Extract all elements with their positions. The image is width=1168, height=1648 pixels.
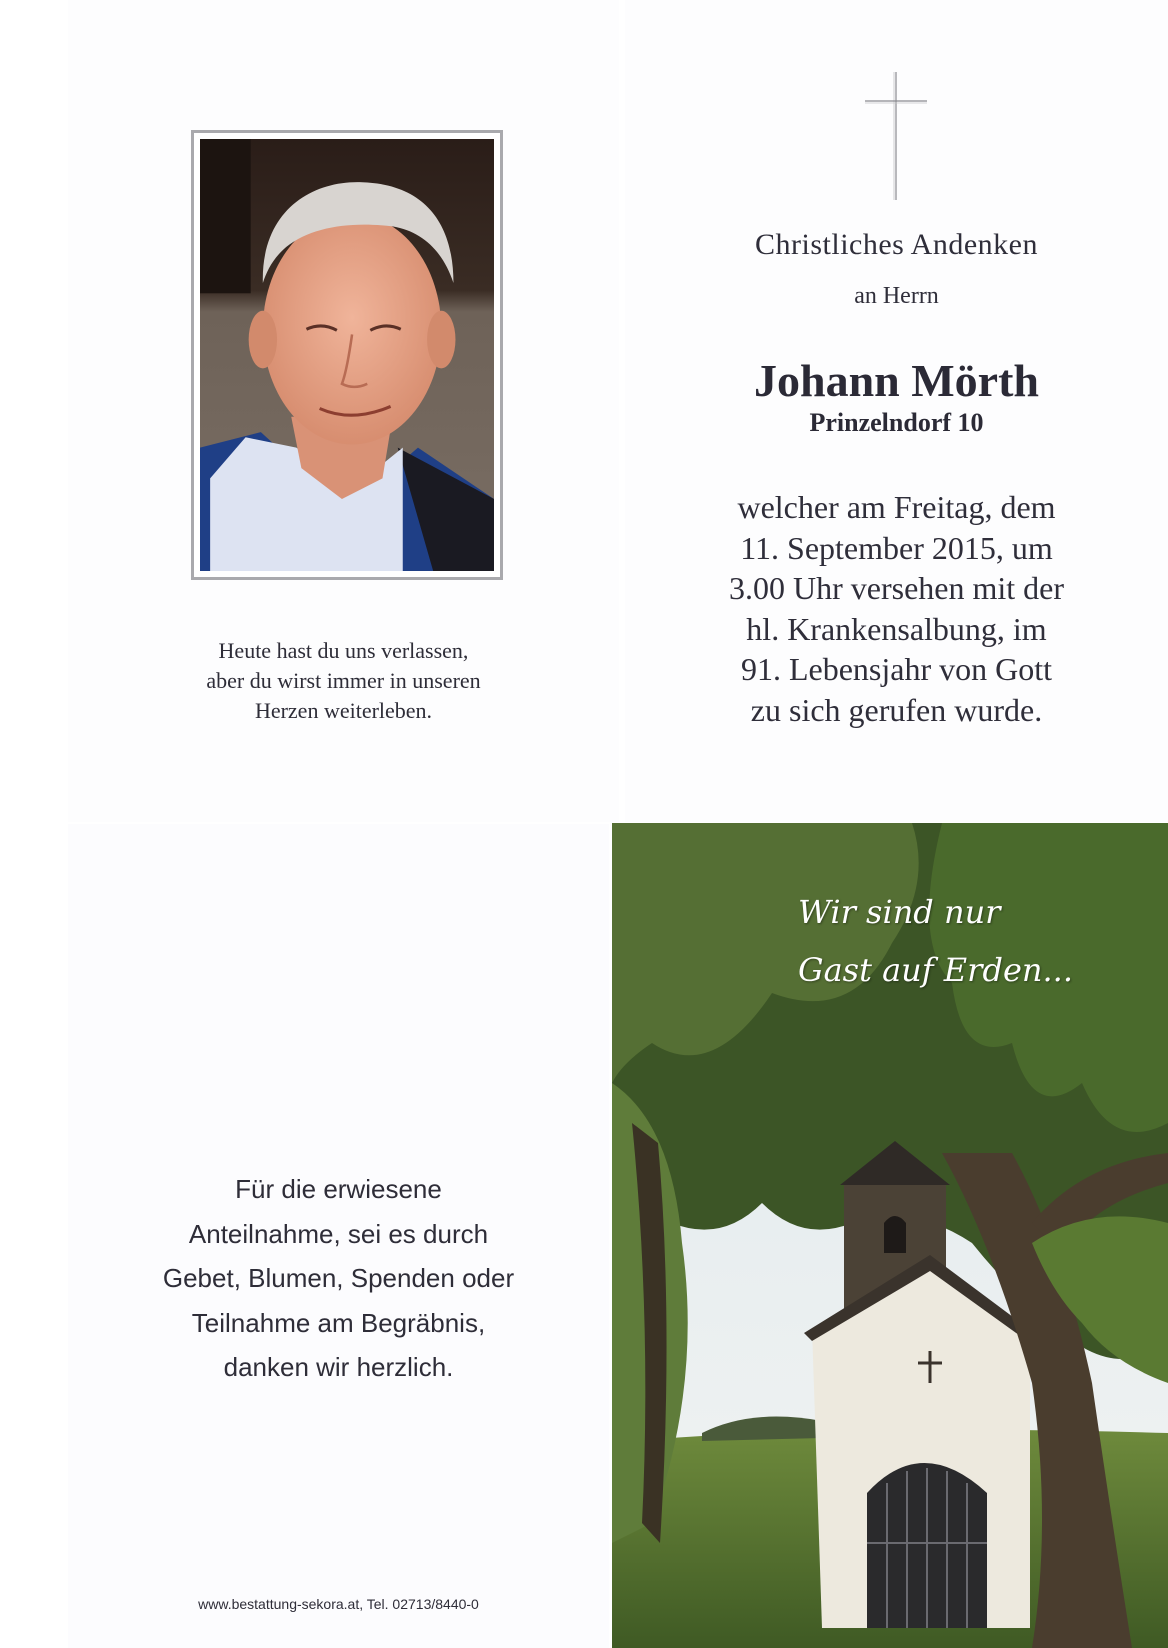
chapel-picture-panel [612,823,1168,1648]
thanks-line: danken wir herzlich. [223,1352,454,1382]
notice-line: zu sich gerufen wurde. [750,691,1043,728]
card-heading: Christliches Andenken [755,228,1038,261]
thanks-line: Anteilnahme, sei es durch [188,1218,489,1249]
cross-icon [865,72,927,200]
thanks-line: Teilnahme am Begräbnis, [191,1307,486,1338]
portrait-panel [68,0,619,822]
thanks-line: Für die erwiesene [235,1174,442,1204]
notice-line: 11. September 2015, um [740,529,1053,566]
notice-line: 91. Lebensjahr von Gott [740,651,1053,687]
quote-line: Herzen weiterleben. [254,698,433,723]
chapel-image [612,823,1168,1648]
salutation: an Herrn [854,283,939,309]
thanks-line: Gebet, Blumen, Spenden oder [162,1263,515,1293]
verse-line: Gast auf Erden... [798,951,1073,989]
deceased-address: Prinzelndorf 10 [809,408,984,437]
deceased-name: Johann Mörth [754,355,1039,406]
funeral-home-footer: www.bestattung-sekora.at, Tel. 02713/8440-0 [198,1596,479,1612]
verse-line: Wir sind nur [798,893,1001,931]
quote-line: Heute hast du uns verlassen, [218,638,469,663]
portrait-photo [191,130,503,580]
portrait-image [200,139,494,571]
thanks-text [68,1167,609,1390]
notice-line: welcher am Freitag, dem [737,489,1056,525]
notice-line: 3.00 Uhr versehen mit der [728,570,1064,606]
info-panel [625,0,1168,822]
notice-line: hl. Krankensalbung, im [746,610,1047,647]
death-notice-text [625,487,1168,730]
quote-line: aber du wirst immer in unseren [206,668,481,693]
memorial-quote [68,636,619,726]
